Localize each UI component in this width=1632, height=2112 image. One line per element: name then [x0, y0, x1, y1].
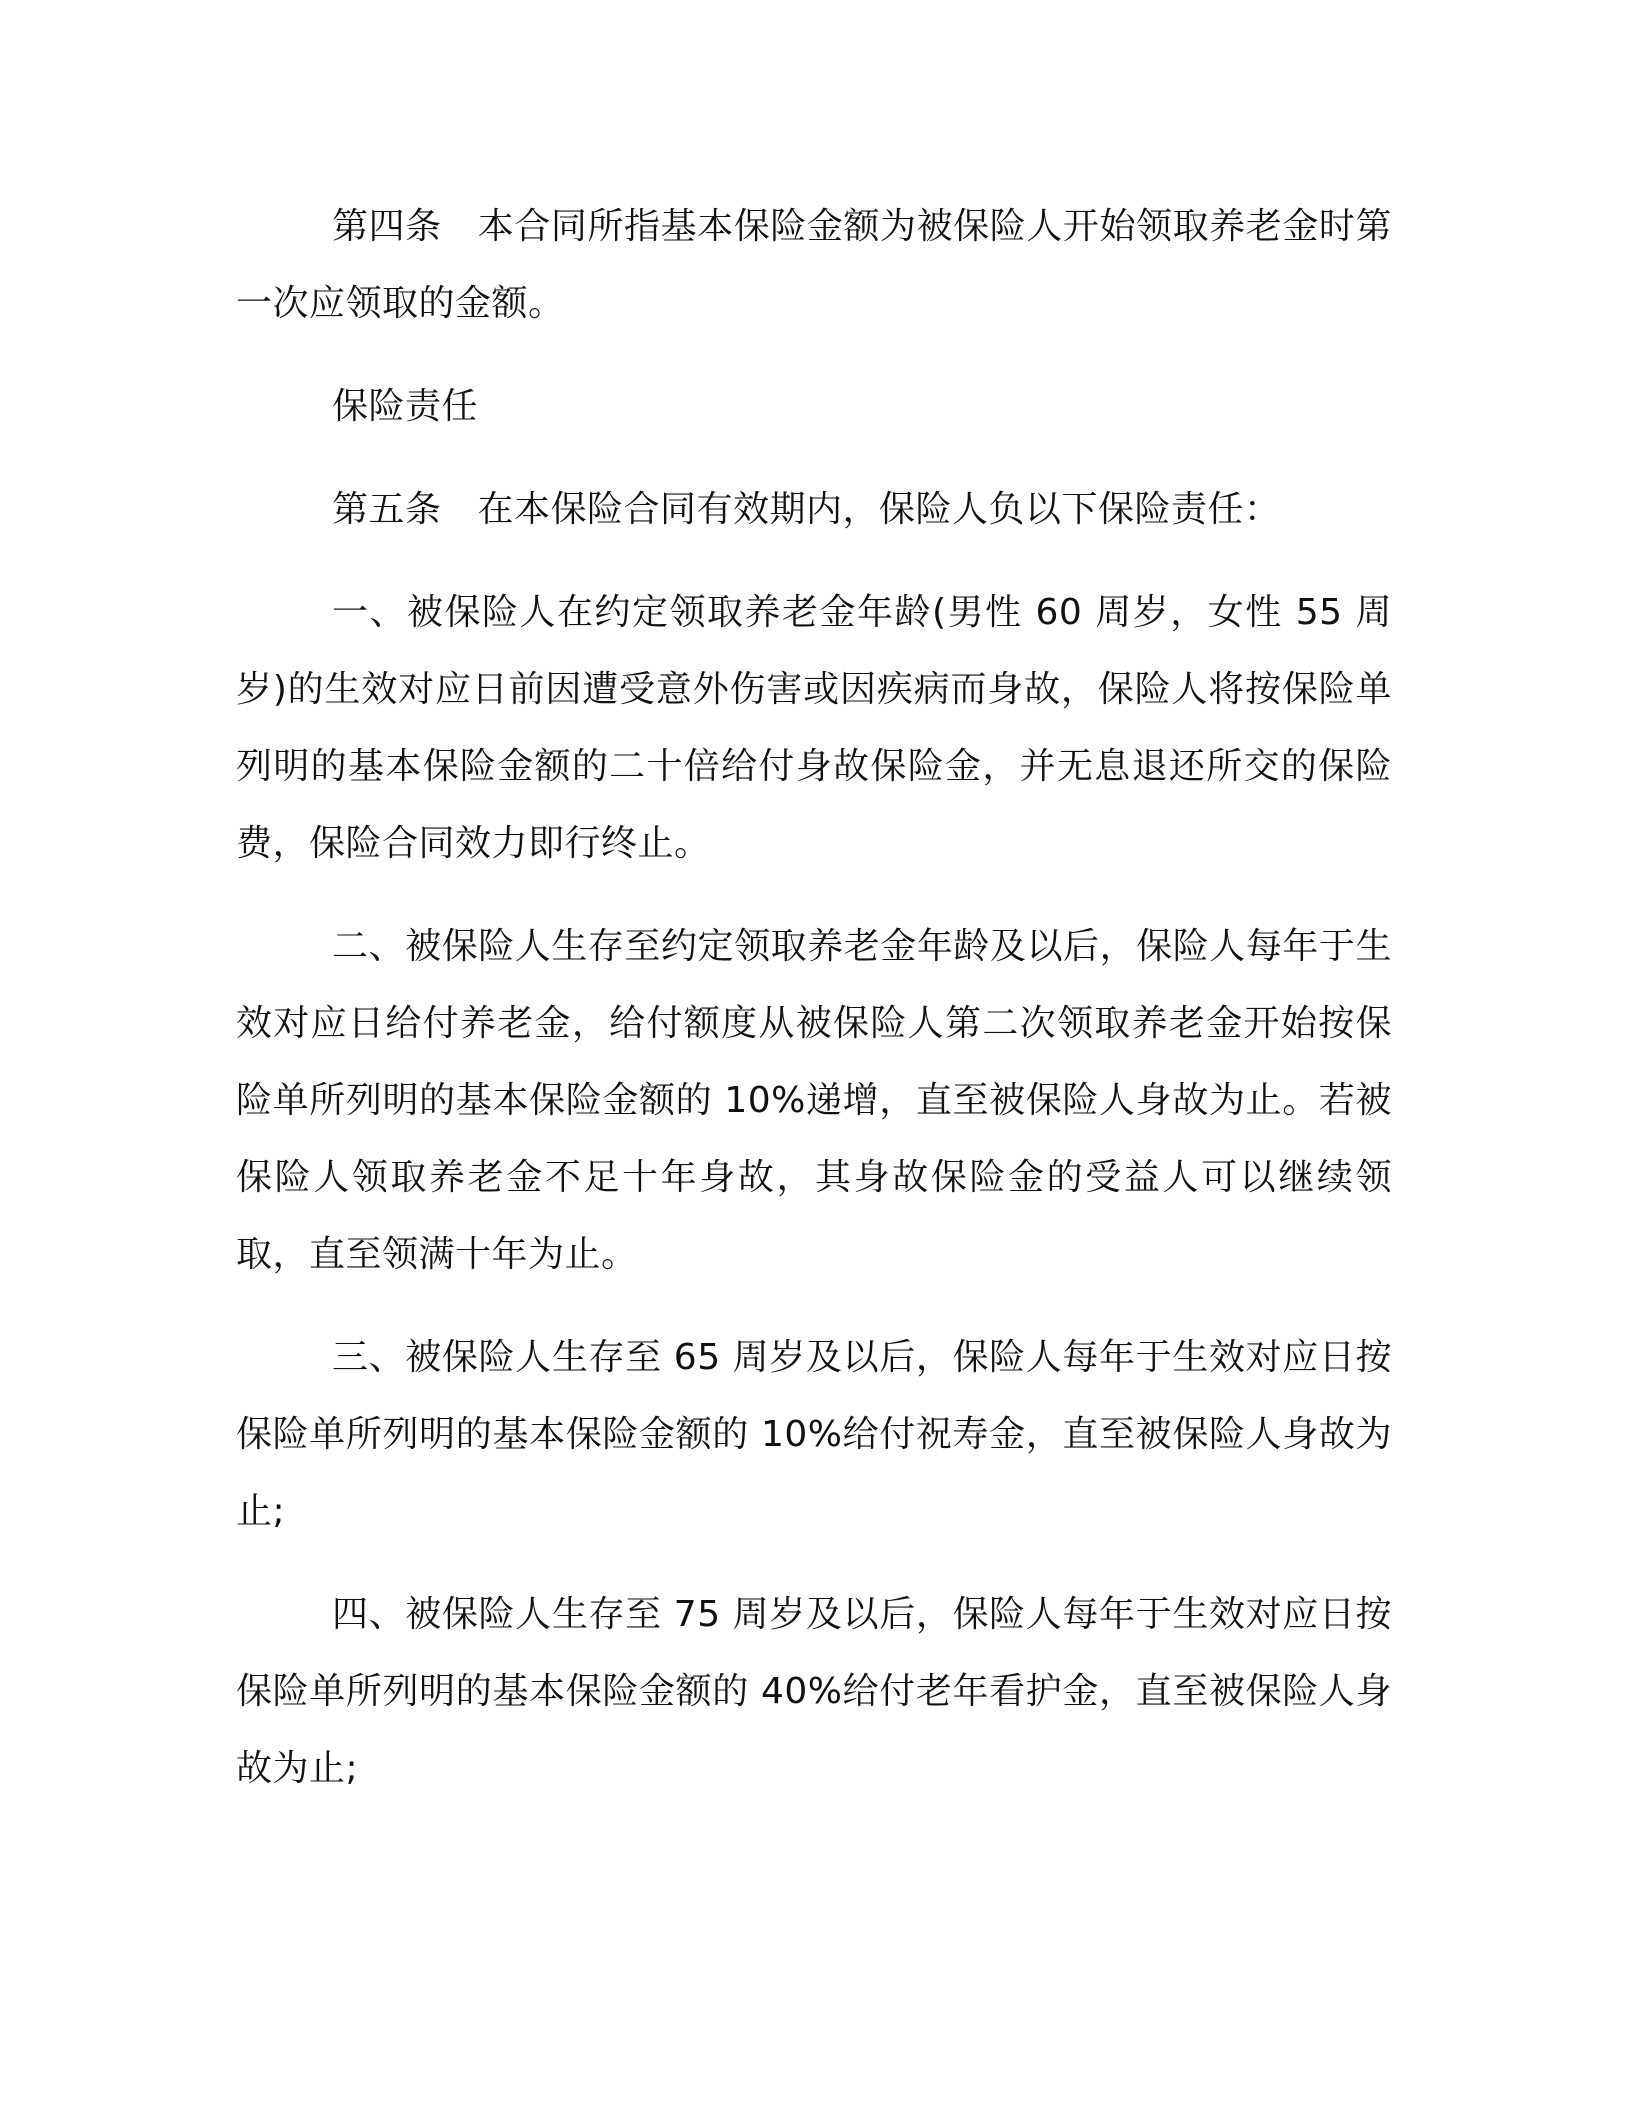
article-4-number: 第四条	[332, 206, 442, 247]
document-body	[236, 188, 1392, 1833]
section-title: 保险责任	[332, 386, 479, 427]
article-5-paragraph	[236, 471, 1392, 548]
article-4-text: 本合同所指基本保险金额为被保险人开始领取养老金时第一次应领取的金额。	[236, 206, 1392, 324]
article-4-paragraph	[236, 188, 1392, 342]
article-5-text: 在本保险合同有效期内，保险人负以下保险责任：	[477, 489, 1281, 530]
article-5-number: 第五条	[332, 489, 442, 530]
clause-1: 一、被保险人在约定领取养老金年龄(男性 60 周岁，女性 55 周岁)的生效对应日前因遭受意外伤害或因疾病而身故，保险人将按保险单列明的基本保险金额的二十倍给付身故保险金，并无息退还所交的保险费，保险合同效力即行终止。	[236, 592, 1392, 864]
clause-2: 二、被保险人生存至约定领取养老金年龄及以后，保险人每年于生效对应日给付养老金，给付额度从被保险人第二次领取养老金开始按保险单所列明的基本保险金额的 10%递增，直至被保险人身故为止。若被保险人领取养老金不足十年身故，其身故保险金的受益人可以继续领取，直至领满十年为止。	[236, 926, 1392, 1275]
clause-3: 三、被保险人生存至 65 周岁及以后，保险人每年于生效对应日按保险单所列明的基本保险金额的 10%给付祝寿金，直至被保险人身故为止;	[236, 1337, 1392, 1532]
clause-4: 四、被保险人生存至 75 周岁及以后，保险人每年于生效对应日按保险单所列明的基本保险金额的 40%给付老年看护金，直至被保险人身故为止;	[236, 1594, 1392, 1789]
